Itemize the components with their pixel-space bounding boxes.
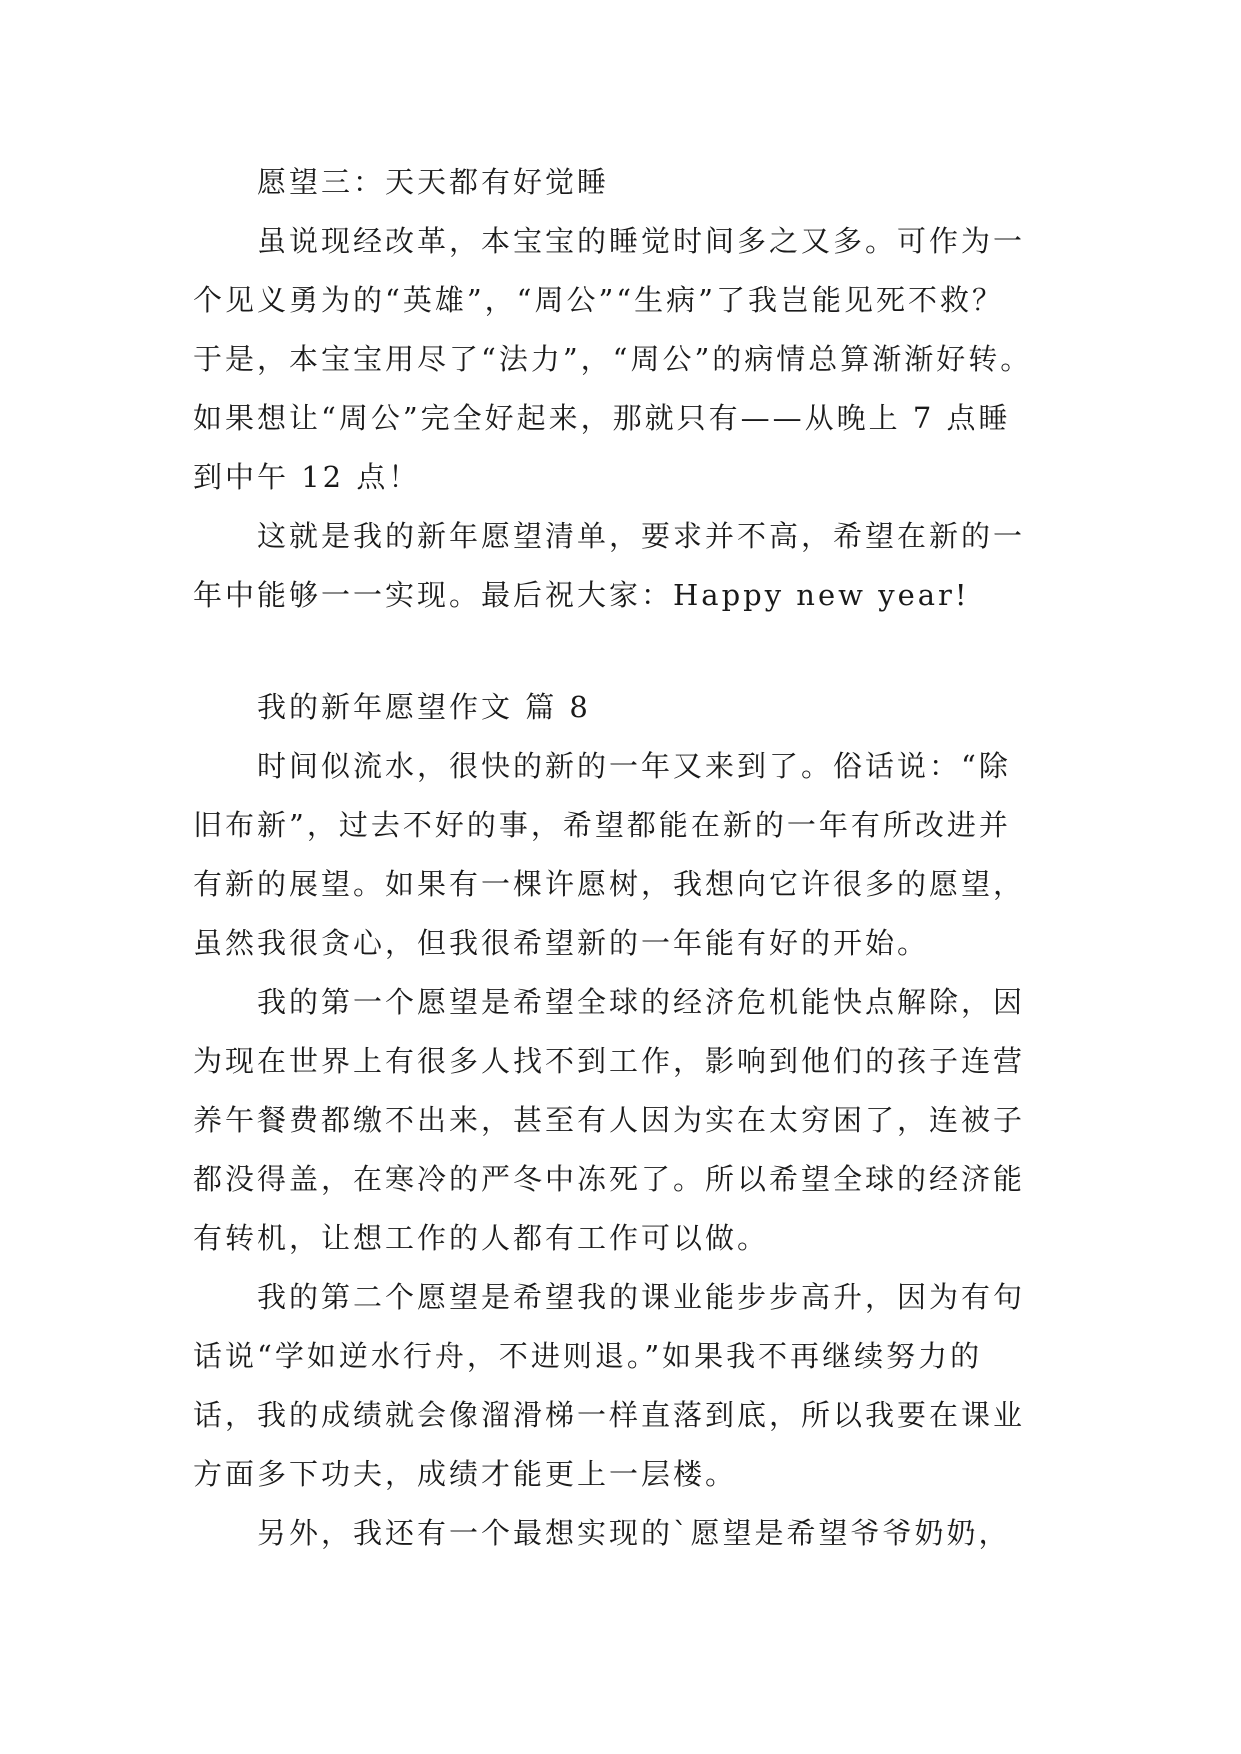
- paragraph-line: 另外，我还有一个最想实现的`愿望是希望爷爷奶奶，: [257, 1516, 1011, 1550]
- paragraph-line: 话，我的成绩就会像溜滑梯一样直落到底，所以我要在课业: [193, 1398, 1026, 1432]
- paragraph-line: 时间似流水，很快的新的一年又来到了。俗话说：“除: [257, 749, 1011, 783]
- paragraph-line: 虽说现经改革，本宝宝的睡觉时间多之又多。可作为一: [257, 224, 1026, 258]
- section-heading: 愿望三：天天都有好觉睡: [257, 165, 610, 199]
- paragraph-line: 到中午 12 点！: [193, 460, 421, 494]
- paragraph-line: 旧布新”，过去不好的事，希望都能在新的一年有所改进并: [193, 808, 1011, 842]
- paragraph-line: 有转机，让想工作的人都有工作可以做。: [193, 1221, 770, 1255]
- paragraph-line: 年中能够一一实现。最后祝大家：Happy new year!: [193, 578, 970, 612]
- article-title: 我的新年愿望作文 篇 8: [257, 690, 591, 724]
- paragraph-line: 我的第二个愿望是希望我的课业能步步高升，因为有句: [257, 1280, 1026, 1314]
- paragraph-line: 有新的展望。如果有一棵许愿树，我想向它许很多的愿望，: [193, 867, 1026, 901]
- paragraph-line: 虽然我很贪心，但我很希望新的一年能有好的开始。: [193, 926, 930, 960]
- paragraph-line: 方面多下功夫，成绩才能更上一层楼。: [193, 1457, 738, 1491]
- paragraph-line: 都没得盖，在寒冷的严冬中冻死了。所以希望全球的经济能: [193, 1162, 1026, 1196]
- paragraph-line: 个见义勇为的“英雄”，“周公”“生病”了我岂能见死不救？: [193, 283, 1004, 317]
- paragraph-line: 于是，本宝宝用尽了“法力”，“周公”的病情总算渐渐好转。: [193, 342, 1033, 376]
- paragraph-line: 我的第一个愿望是希望全球的经济危机能快点解除，因: [257, 985, 1026, 1019]
- paragraph-line: 为现在世界上有很多人找不到工作，影响到他们的孩子连营: [193, 1044, 1026, 1078]
- paragraph-line: 这就是我的新年愿望清单，要求并不高，希望在新的一: [257, 519, 1026, 553]
- paragraph-line: 养午餐费都缴不出来，甚至有人因为实在太穷困了，连被子: [193, 1103, 1026, 1137]
- paragraph-line: 如果想让“周公”完全好起来，那就只有——从晚上 7 点睡: [193, 401, 1011, 435]
- paragraph-line: 话说“学如逆水行舟，不进则退。”如果我不再继续努力的: [193, 1339, 983, 1373]
